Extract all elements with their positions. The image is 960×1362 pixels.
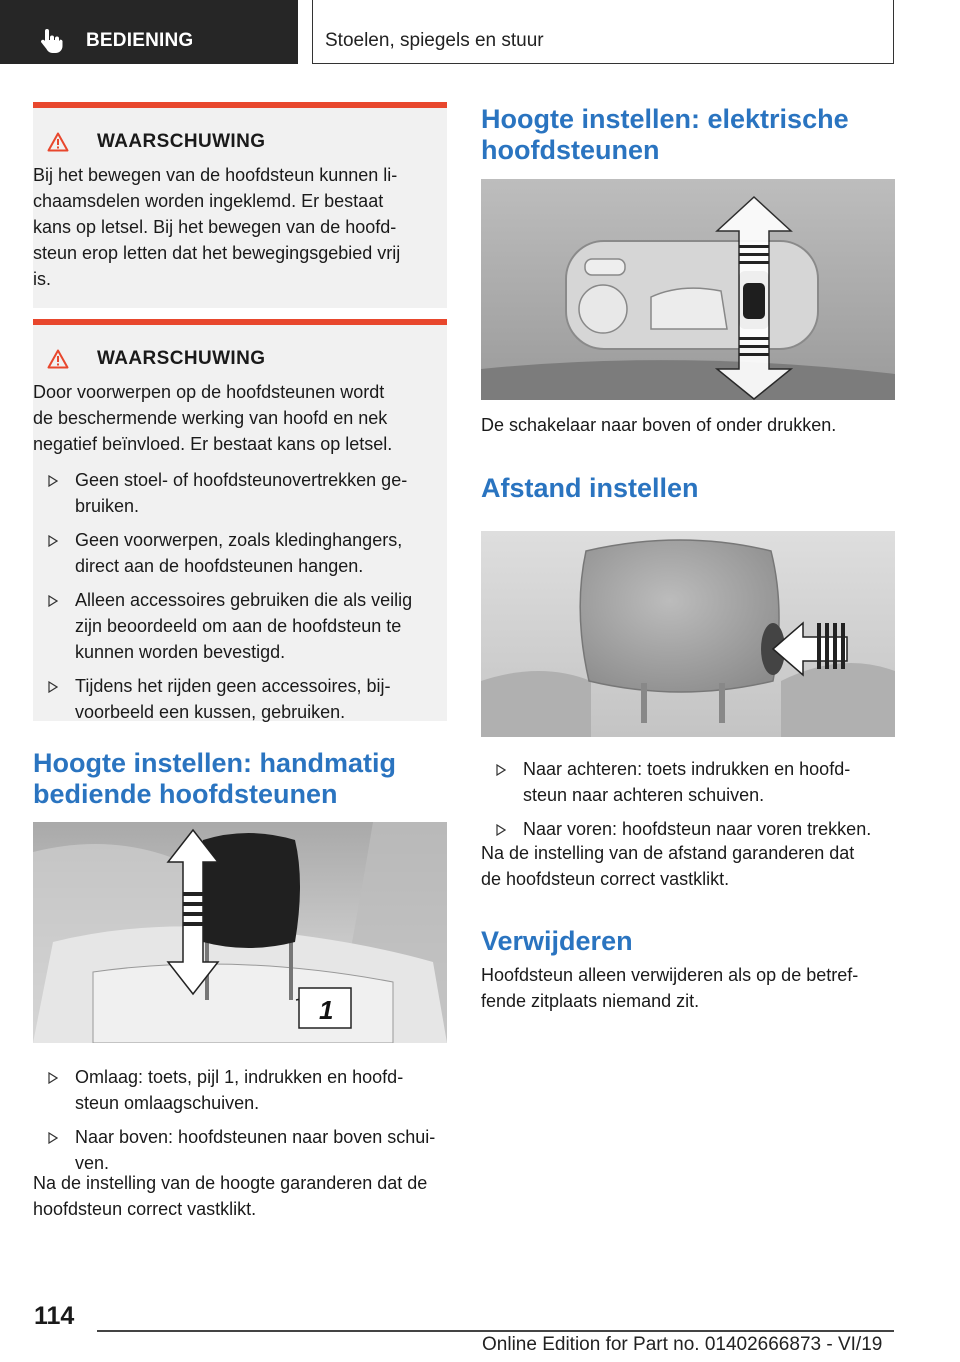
- section-title: Stoelen, spiegels en stuur: [325, 30, 544, 51]
- warning-triangle-icon: [47, 132, 69, 152]
- section-heading-distance: Afstand instellen: [481, 473, 699, 503]
- warning-title: WAARSCHUWING: [47, 128, 433, 156]
- list-item: Naar voren: hoofdsteun naar voren trekken.: [481, 816, 895, 842]
- caption: De schakelaar naar boven of onder drukken.: [481, 415, 837, 435]
- triangle-bullet-icon: [48, 595, 58, 607]
- callout-number: 1: [319, 995, 334, 1025]
- footer-divider: [97, 1330, 894, 1332]
- paragraph: Na de instelling van de afstand garanderen dat de hoofdsteun correct vastklikt.: [481, 843, 855, 889]
- triangle-bullet-icon: [48, 1072, 58, 1084]
- chapter-tab: [0, 0, 298, 64]
- warning-title: WAARSCHUWING: [47, 345, 433, 373]
- list-item: Omlaag: toets, pijl 1, indrukken en hoofd- steun omlaagschuiven.: [33, 1064, 447, 1116]
- warning-text-line: kans op letsel. Bij het bewegen van de hoofd-: [33, 217, 397, 237]
- triangle-bullet-icon: [48, 475, 58, 487]
- warning-text-line: Door voorwerpen op de hoofdsteunen wordt: [33, 382, 385, 402]
- list-item: Tijdens het rijden geen accessoires, bij- voorbeeld een kussen, gebruiken.: [33, 673, 433, 725]
- triangle-bullet-icon: [496, 764, 506, 776]
- hand-pointer-icon: [38, 28, 64, 54]
- warning-box-1: [33, 102, 447, 308]
- paragraph: Hoofdsteun alleen verwijderen als op de betref- fende zitplaats niemand zit.: [481, 965, 859, 1011]
- section-header: [312, 0, 894, 64]
- triangle-bullet-icon: [48, 1132, 58, 1144]
- footer-edition: Online Edition for Part no. 01402666873 - VI/19: [482, 1334, 883, 1355]
- warning-text-line: steun erop letten dat het bewegingsgebied vrij: [33, 243, 401, 263]
- section-heading-remove: Verwijderen: [481, 926, 633, 956]
- list-item: Naar achteren: toets indrukken en hoofd- steun naar achteren schuiven.: [481, 756, 895, 808]
- paragraph: Na de instelling van de hoogte garanderen dat de hoofdsteun correct vastklikt.: [33, 1173, 428, 1219]
- list-item: Geen voorwerpen, zoals kledinghangers, direct aan de hoofdsteunen hangen.: [33, 527, 433, 579]
- triangle-bullet-icon: [48, 681, 58, 693]
- warning-text-line: Bij het bewegen van de hoofdsteun kunnen li-: [33, 165, 398, 185]
- list-item: Naar boven: hoofdsteunen naar boven schui- ven.: [33, 1124, 447, 1176]
- list-item: Alleen accessoires gebruiken die als veilig zijn beoordeeld om aan de hoofdsteun te kunnen worden bevestigd.: [33, 587, 433, 665]
- distance-headrest-illustration: [481, 531, 895, 737]
- list-item: Geen stoel- of hoofdsteunovertrekken ge- bruiken.: [33, 467, 433, 519]
- triangle-bullet-icon: [496, 824, 506, 836]
- warning-triangle-icon: [47, 349, 69, 369]
- section-heading-manual: Hoogte instellen: handmatig bediende hoofdsteunen: [33, 748, 397, 809]
- chapter-title: BEDIENING: [86, 30, 194, 51]
- warning-text-line: negatief beïnvloed. Er bestaat kans op letsel.: [33, 434, 393, 454]
- warning-text-line: is.: [33, 269, 51, 289]
- section-heading-electric: Hoogte instellen: elektrische hoofdsteunen: [481, 104, 849, 165]
- warning-text-line: de beschermende werking van hoofd en nek: [33, 408, 388, 428]
- electric-switch-illustration: [481, 179, 895, 400]
- triangle-bullet-icon: [48, 535, 58, 547]
- page-number: 114: [34, 1302, 75, 1330]
- warning-box-2: [33, 319, 447, 721]
- manual-headrest-illustration: [33, 822, 447, 1043]
- warning-text-line: chaamsdelen worden ingeklemd. Er bestaat: [33, 191, 384, 211]
